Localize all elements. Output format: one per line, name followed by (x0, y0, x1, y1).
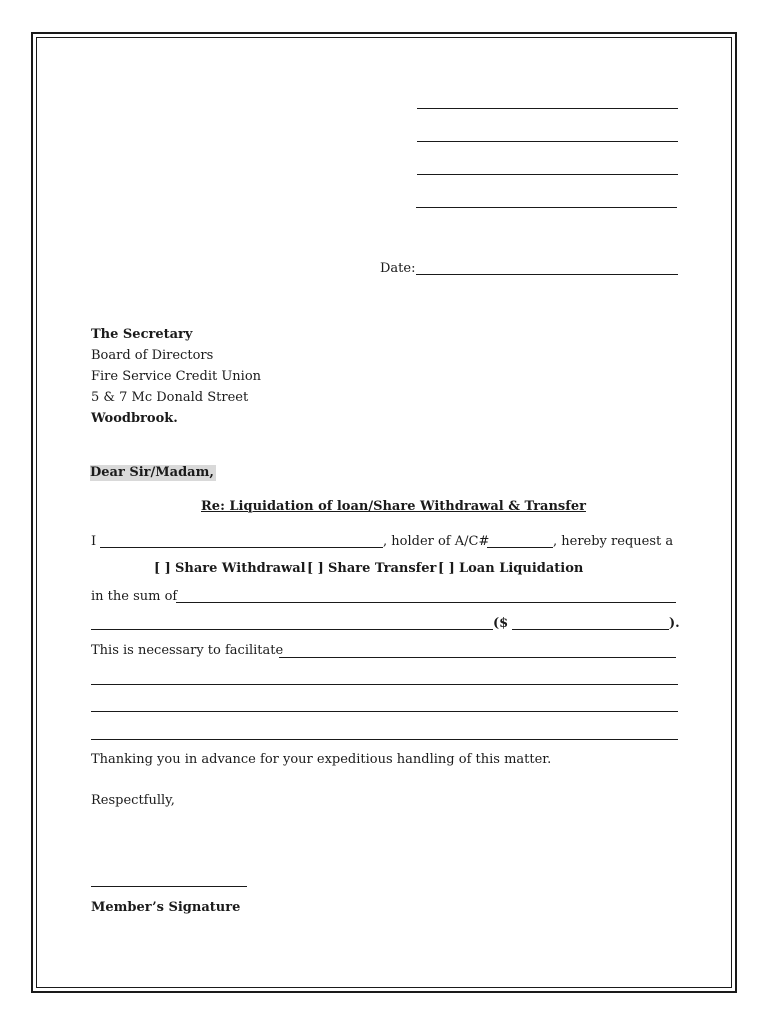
signature-line[interactable] (91, 886, 247, 887)
address-line-1[interactable] (417, 108, 678, 109)
recipient-org: Board of Directors (91, 348, 214, 363)
option-share-transfer-checkbox[interactable]: [ ] (307, 561, 324, 576)
facilitate-line-4[interactable] (91, 739, 678, 740)
date-label: Date: (380, 261, 416, 276)
sum-words-line-1[interactable] (176, 602, 676, 603)
sum-words-line-2[interactable] (91, 629, 493, 630)
facilitate-line-1[interactable] (279, 657, 676, 658)
address-line-2[interactable] (417, 141, 678, 142)
member-name-line[interactable] (100, 547, 383, 548)
address-line-4[interactable] (416, 207, 677, 208)
recipient-city: Woodbrook. (91, 411, 178, 426)
subject-line: Re: Liquidation of loan/Share Withdrawal & Transfer (201, 499, 586, 514)
address-line-3[interactable] (417, 174, 678, 175)
option-share-transfer-label: Share Transfer (328, 561, 437, 576)
amount-close: ). (669, 616, 680, 631)
date-line[interactable] (416, 274, 678, 275)
option-loan-liquidation-label: Loan Liquidation (459, 561, 584, 576)
facilitate-label: This is necessary to facilitate (91, 643, 284, 658)
closing-text: Respectfully, (91, 793, 175, 808)
signature-label: Member’s Signature (91, 900, 241, 915)
account-number-line[interactable] (487, 547, 553, 548)
amount-open: ($ (493, 616, 509, 631)
facilitate-line-2[interactable] (91, 684, 678, 685)
amount-line[interactable] (512, 629, 669, 630)
request-prefix: I (91, 534, 97, 549)
recipient-company: Fire Service Credit Union (91, 369, 262, 384)
thanks-text: Thanking you in advance for your expeditious handling of this matter. (91, 752, 552, 767)
option-share-withdrawal-checkbox[interactable]: [ ] (154, 561, 171, 576)
option-loan-liquidation-checkbox[interactable]: [ ] (438, 561, 455, 576)
request-holder-text: , holder of A/C# (383, 534, 490, 549)
recipient-title: The Secretary (91, 327, 193, 342)
salutation: Dear Sir/Madam, (90, 465, 214, 480)
option-share-withdrawal-label: Share Withdrawal (175, 561, 306, 576)
sum-label: in the sum of (91, 589, 178, 604)
recipient-street: 5 & 7 Mc Donald Street (91, 390, 249, 405)
facilitate-line-3[interactable] (91, 711, 678, 712)
request-suffix: , hereby request a (553, 534, 674, 549)
